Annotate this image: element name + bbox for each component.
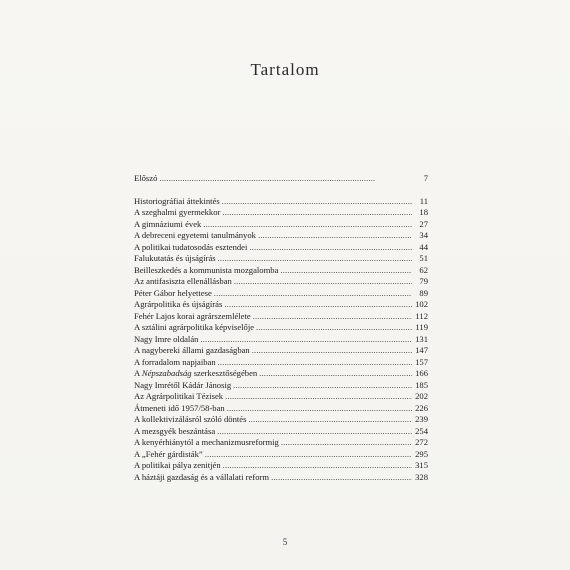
toc-entry-page: 18 — [419, 207, 428, 217]
toc-entry — [134, 276, 428, 288]
toc-entry — [134, 311, 428, 323]
leader-dots — [271, 472, 412, 484]
toc-entry — [134, 391, 428, 403]
leader-dots — [218, 357, 412, 369]
toc-entry — [134, 196, 428, 208]
toc-entry — [134, 288, 428, 300]
leader-dots — [223, 460, 412, 472]
toc-entry-page: 254 — [415, 425, 428, 436]
toc-entry-page: 11 — [419, 195, 428, 206]
toc-entry-title: Az Agrárpolitikai Tézisek — [134, 391, 224, 401]
leader-dots — [258, 230, 412, 242]
toc-entry-page: 147 — [415, 345, 428, 355]
toc-entry-page: 131 — [415, 333, 428, 344]
toc-entry-page: 112 — [415, 310, 428, 321]
toc-entry-page: 7 — [423, 173, 428, 183]
toc-entry-page: 328 — [415, 471, 428, 482]
toc-entry-title: Fehér Lajos korai agrárszemlélete — [134, 310, 251, 321]
toc-entry-title: A szeghalmi gyermekkor — [134, 207, 221, 217]
toc-entry — [134, 414, 428, 426]
toc-entry — [134, 334, 428, 346]
toc-entry — [134, 345, 428, 357]
toc-entry-page: 239 — [415, 414, 428, 424]
toc-entry — [134, 437, 428, 449]
toc-entry — [134, 265, 428, 277]
toc-entry-page: 185 — [415, 379, 428, 390]
toc-entry-title: Falukutatás és újságírás — [134, 253, 216, 263]
toc-entry-title: A politikai tudatosodás esztendei — [134, 241, 248, 252]
toc-entry-title: Péter Gábor helyettese — [134, 287, 212, 298]
toc-entry-title: Historiográfiai áttekintés — [134, 195, 220, 206]
toc-entry-page: 202 — [415, 391, 428, 401]
toc-entry — [134, 173, 428, 185]
toc-entry — [134, 426, 428, 438]
toc-entry-title: Agrárpolitika és újságírás — [134, 299, 223, 309]
toc-entry — [134, 472, 428, 484]
toc-entry-page: 79 — [419, 276, 428, 286]
toc-entry-page: 44 — [419, 241, 428, 252]
toc-entry-title: Az antifasiszta ellenállásban — [134, 276, 232, 286]
leader-dots — [225, 391, 412, 403]
toc-entry — [134, 322, 428, 334]
toc-entry-title: Nagy Imrétől Kádár Jánosig — [134, 379, 232, 390]
toc-entry-title: Átmeneti idő 1957/58-ban — [134, 402, 225, 413]
leader-dots — [248, 414, 412, 426]
toc-entry — [134, 380, 428, 392]
leader-dots — [217, 426, 412, 438]
toc-entry-page: 34 — [419, 230, 428, 240]
toc-entry-page: 89 — [419, 287, 428, 298]
toc-entry-page: 157 — [415, 356, 428, 367]
leader-dots — [224, 299, 412, 311]
leader-dots — [222, 207, 412, 219]
toc-entry-page: 51 — [419, 253, 428, 263]
toc-entry-page: 166 — [415, 368, 428, 378]
table-of-contents — [134, 173, 428, 483]
leader-dots — [214, 288, 412, 300]
toc-entry-title: A nagybereki állami gazdaságban — [134, 345, 250, 355]
leader-dots — [234, 276, 412, 288]
toc-entry-title: A debreceni egyetemi tanulmányok — [134, 230, 256, 240]
toc-entry-page: 272 — [415, 437, 428, 447]
leader-dots — [159, 173, 412, 185]
toc-entry — [134, 253, 428, 265]
toc-entry — [134, 368, 428, 380]
toc-entry — [134, 219, 428, 231]
toc-entry-title: A politikai pálya zenitjén — [134, 460, 221, 470]
leader-dots — [253, 311, 412, 323]
toc-entry-title: Beilleszkedés a kommunista mozgalomba — [134, 264, 279, 275]
toc-entry-title: A kenyérhiánytól a mechanizmusreformig — [134, 437, 279, 447]
toc-entry-title-prefix: A — [134, 368, 142, 378]
page-title: Tartalom — [250, 60, 320, 79]
toc-entry-title: A kollektivizálásról szóló döntés — [134, 414, 247, 424]
toc-entry-title: A sztálini agrárpolitika képviselője — [134, 322, 255, 332]
leader-dots — [222, 196, 412, 208]
newspaper-title: Népszabadság — [141, 368, 192, 378]
toc-entry — [134, 357, 428, 369]
toc-entry-title — [134, 368, 257, 380]
leader-dots — [249, 242, 412, 254]
toc-entry-page: 315 — [415, 460, 428, 470]
toc-entry-page: 27 — [419, 218, 428, 229]
toc-entry — [134, 449, 428, 461]
toc-entry-title-suffix: szerkesztőségében — [191, 368, 258, 378]
leader-dots — [203, 219, 412, 231]
toc-entry-title: A gimnáziumi évek — [134, 218, 202, 229]
leader-dots — [281, 437, 412, 449]
page-number: 5 — [282, 537, 288, 547]
toc-entry-title: Nagy Imre oldalán — [134, 333, 199, 344]
leader-dots — [256, 322, 412, 334]
leader-dots — [205, 449, 412, 461]
leader-dots — [200, 334, 412, 346]
toc-entry-page: 102 — [415, 299, 428, 309]
leader-dots — [233, 380, 412, 392]
toc-entry-title: A háztáji gazdaság és a vállalati reform — [134, 471, 270, 482]
toc-entry-page: 119 — [415, 322, 428, 332]
toc-entry — [134, 460, 428, 472]
toc-entry — [134, 242, 428, 254]
toc-entry — [134, 230, 428, 242]
toc-entry-page: 295 — [415, 448, 428, 459]
toc-entry-page: 226 — [415, 402, 428, 413]
leader-dots — [218, 253, 412, 265]
toc-entry-title: A „Fehér gárdisták” — [134, 448, 203, 459]
leader-dots — [252, 345, 412, 357]
toc-entry — [134, 299, 428, 311]
toc-entry-page: 62 — [419, 264, 428, 275]
leader-dots — [227, 403, 412, 415]
leader-dots — [259, 368, 412, 380]
toc-entry — [134, 403, 428, 415]
toc-entry-title: Előszó — [134, 173, 158, 183]
toc-entry-title: A forradalom napjaiban — [134, 356, 216, 367]
toc-entry-title: A mezsgyék beszántása — [134, 425, 216, 436]
leader-dots — [280, 265, 412, 277]
toc-entry — [134, 207, 428, 219]
